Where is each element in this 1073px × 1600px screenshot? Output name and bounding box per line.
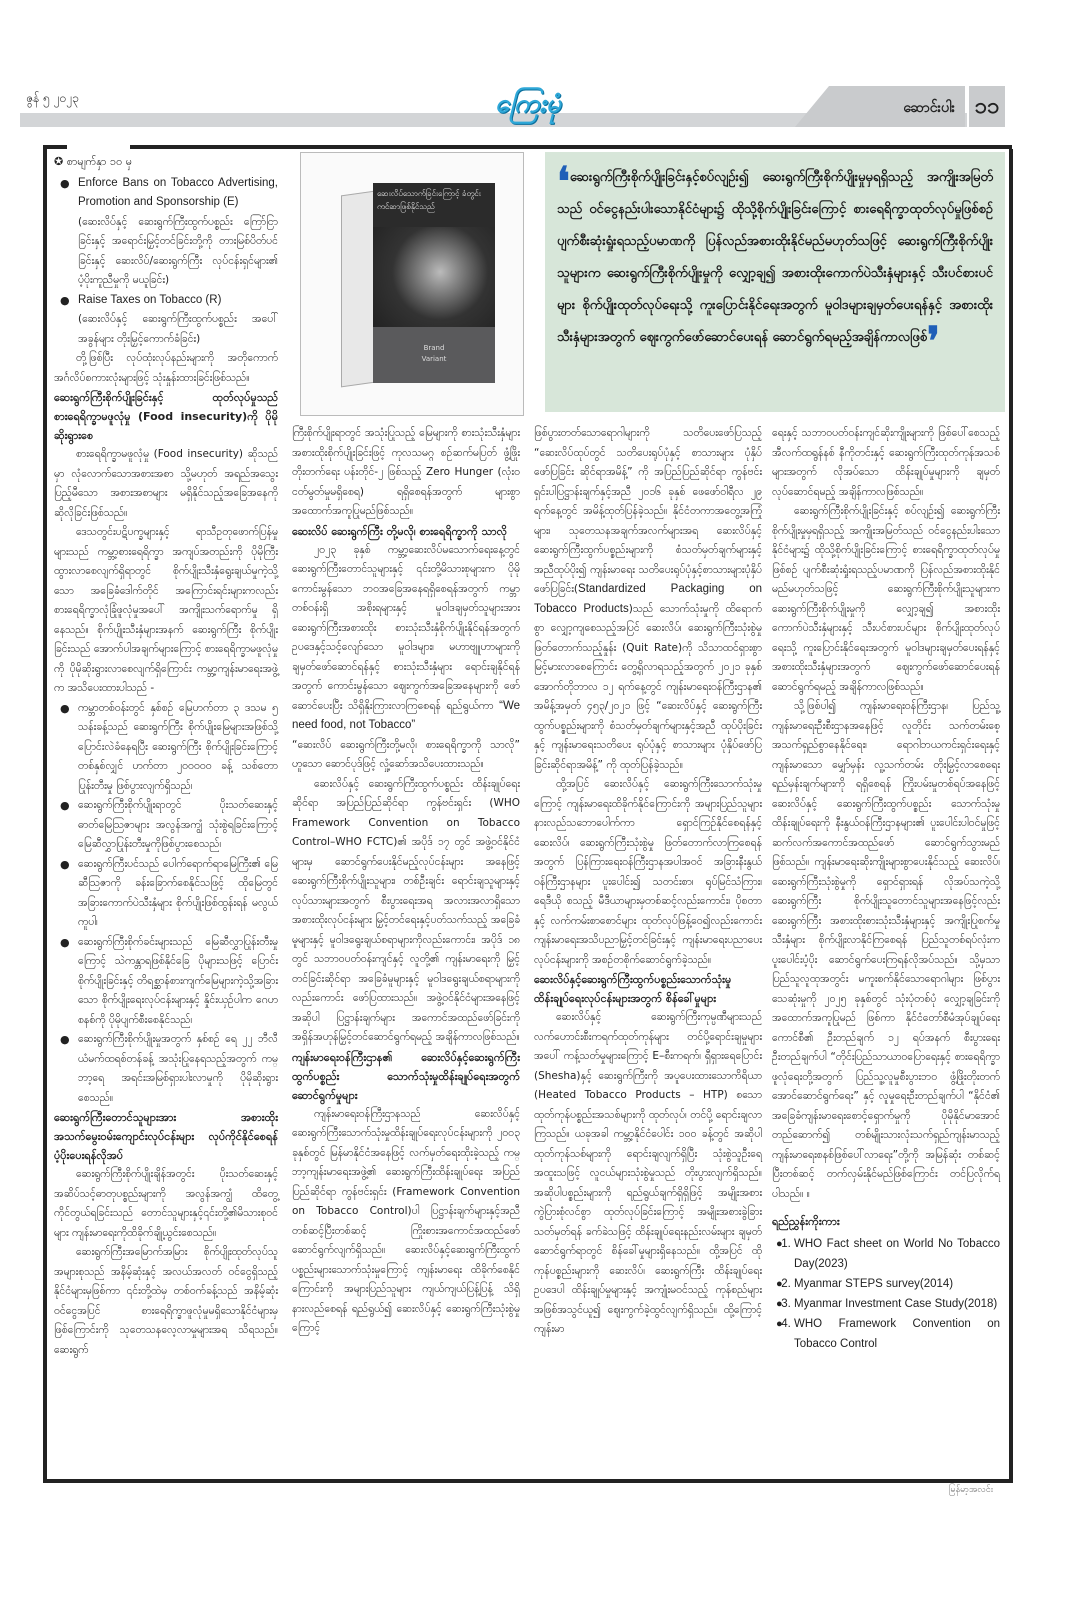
- cigarette-pack-illustration: [341, 183, 496, 388]
- pull-quote: [545, 152, 1005, 412]
- paragraph: ဆေးလိပ်နှင့် ဆေးရွက်ကြီးထွက်ပစ္စည်း ထိန်းချုပ်ရေးဆိုင်ရာ အပြည်ပြည်ဆိုင်ရာ ကွန်ဗင်းရှင်း (WHO Framework Convention on Tobacco Control–WHO FCTC)၏ အပိုဒ် ၁၇ တွင် အဖွဲ့ဝင်နိုင်ငံများမှ ဆောင်ရွက်ပေးနိုင်မည့်လုပ်ငန်းများ အနေဖြင့် ဆေးရွက်ကြီးစိုက်ပျိုးသူများ၊ တစ်ဦးချင်း ရောင်းချသူများနှင့် လုပ်သားများအတွက် စီးပွားရေးအရ အလားအလာရှိသော အစားထိုးလုပ်ငန်းများ မြှင့်တင်ရေးနှင့်ပတ်သက်သည့် အခြေခံမူများနှင့် မူဝါဒရွေးချယ်စရာများကိုလည်းကောင်း၊ အပိုဒ် ၁၈ တွင် သဘာဝပတ်ဝန်းကျင်နှင့် လူတို့၏ ကျန်းမာရေးကို မြှင့်တင်ခြင်းဆိုင်ရာ အခြေခံမူများနှင့် မူဝါဒရွေးချယ်စရာများကိုလည်းကောင်း ဖော်ပြထားသည်။ အဖွဲ့ဝင်နိုင်ငံများအနေဖြင့် အဆိုပါ ပြဋ္ဌာန်းချက်များ အကောင်အထည်ဖော်ခြင်းကို အရှိန်အဟုန်မြှင့်တင်ဆောင်ရွက်ရမည့် အချိန်ကာလဖြစ်သည်။: [292, 777, 520, 1043]
- paragraph: စားရေရိက္ခာမဖူလုံမှု (Food insecurity) ဆိုသည်မှာ လုံလောက်သောအစားအစာ သို့မဟုတ် အရည်အသွေးပြည့်မီသော အစားအစာများ မရှိနိုင်သည့်အခြေအနေကို ဆိုလိုခြင်းဖြစ်သည်။: [54, 448, 278, 519]
- cigarette-pack-photo: [300, 152, 524, 416]
- issue-date: ဇွန် ၅ ၂၀၂၃: [26, 91, 80, 105]
- paragraph: ဆေးရွက်ကြီးစိုက်ပျိုးချိန်အတွင်း ပိုးသတ်ဆေးနှင့် အဆိပ်သင့်ဓာတုပစ္စည်းများကို အလွန်အကျွံ ထိတွေ့ကိုင်တွယ်ရခြင်းသည် တောင်သူများနှင့်၎င်းတို့၏မိသားစုဝင်များ ကျန်းမာရေးကိုထိခိုက်ချို့ယွင်းစေသည်။: [54, 1168, 278, 1239]
- references-list: [772, 1234, 1000, 1354]
- paragraph: ဆေးရွက်ကြီးအမြောက်အမြား စိုက်ပျိုးထုတ်လုပ်သူအများစုသည် အနိမ့်ဆုံးနှင့် အလယ်အလတ် ဝင်ငွေရှိသည့်နိုင်ငံများမှဖြစ်ကာ ၎င်းတို့ထဲမှ တစ်ဝက်ခန့်သည် အနိမ့်ဆုံးဝင်ငွေအပြင် စားရေရိက္ခာဖူလုံမှုမရှိသောနိုင်ငံများမှ ဖြစ်ကြောင်းကို သုတေသနလေ့လာမှုများအရ သိရသည်။ ဆေးရွက်: [54, 1246, 278, 1356]
- close-quote-icon: ❜: [927, 318, 940, 365]
- brand-label: Brand: [423, 344, 445, 352]
- subheading: ဆေးရွက်ကြီးတောင်သူများအား အစားထိုးအသက်မွေးဝမ်းကျောင်းလုပ်ငန်းများ လုပ်ကိုင်နိုင်စေရန် ပံ့ပိုးပေးရန်လိုအပ်: [54, 1111, 278, 1162]
- paragraph: ၂၀၂၃ ခုနှစ် ကမ္ဘာ့ဆေးလိပ်မသောက်ရေးနေ့တွင် ဆေးရွက်ကြီးတောင်သူများနှင့် ၎င်းတို့မိသားစုများက ပိုမိုကောင်းမွန်သော ဘဝအခြေအနေရရှိစေရန်အတွက် ကမ္ဘာတစ်ဝန်းရှိ အစိုးရများနှင့် မူဝါဒချမှတ်သူများအား ဆေးရွက်ကြီးအစားထိုး စားသုံးသီးနှံစိုက်ပျိုးနိုင်ရန်အတွက် ဥပဒေနှင့်သင့်လျော်သော မူဝါဒများ၊ မဟာဗျူဟာများကို ချမှတ်ဖော်ဆောင်ရန်နှင့် စားသုံးသီးနှံများ ရောင်းချနိုင်ရန်အတွက် ကောင်းမွန်သော ဈေးကွက်အခြေအနေများကို ဖော်ဆောင်ပေးပြီး သိရှိနိုးကြားလာကြစေရန် ရည်ရွယ်ကာ “We need food, not Tobacco”: [292, 543, 520, 731]
- page-number: ၁၁: [967, 86, 1005, 127]
- list-item: ● ဆေးရွက်ကြီးစိုက်ပျိုးရာတွင် ပိုးသတ်ဆေးနှင့် ဓာတ်မြေဩဇာများ အလွန်အကျွံ သုံးစွဲရခြင်းကြောင့် မြေဆီလွှာပြုန်းတီးမှုကိုဖြစ်ပွားစေသည်၊: [78, 796, 278, 855]
- paragraph: ဖြစ်ပွားတတ်သောရောဂါများကို သတိပေးဖော်ပြသည့် “ဆေးလိပ်ထုပ်တွင် သတိပေးရုပ်ပုံနှင့် စာသားများ ပုံနှိပ်ဖော်ပြခြင်း ဆိုင်ရာအမိန့်” ကို အပြည်ပြည်ဆိုင်ရာ ကွန်ဗင်းရှင်းပါပြဋ္ဌာန်းချက်နှင့်အညီ ၂၀၁၆ ခုနှစ် ဖေဖော်ဝါရီလ ၂၉ ရက်နေ့တွင် အမိန့်ထုတ်ပြန်ခဲ့သည်။ နိုင်ငံတကာအတွေ့အကြုံများ၊ သုတေသနအချက်အလက်များအရ ဆေးလိပ်နှင့် ဆေးရွက်ကြီးထွက်ပစ္စည်းများကို စံသတ်မှတ်ချက်များနှင့်အညီထုပ်ပိုး၍ ကျန်းမာရေး သတိပေးရုပ်ပုံနှင့်စာသားများပုံနှိပ်ဖော်ပြခြင်း(Standardized Packaging on Tobacco Products)သည် သောက်သုံးမှုကို ထိရောက်စွာ လျှော့ကျစေသည့်အပြင် ဆေးလိပ်၊ ဆေးရွက်ကြီးသုံးစွဲမှု ဖြတ်တောက်သည့်နှုန်း (Quit Rate)ကို သိသာထင်ရှားစွာ မြင့်မားလာစေကြောင်း တွေ့ရှိလာရသည့်အတွက် ၂၀၂၁ ခုနှစ် အောက်တိုဘာလ ၁၂ ရက်နေ့တွင် ကျန်းမာရေးဝန်ကြီးဌာန၏ အမိန့်အမှတ် ၄၅၃/၂၀၂၁ ဖြင့် “ဆေးလိပ်နှင့် ဆေးရွက်ကြီးထွက်ပစ္စည်းများကို စံသတ်မှတ်ချက်များနှင့်အညီ ထုပ်ပိုးခြင်းနှင့် ကျန်းမာရေးသတိပေး ရုပ်ပုံနှင့် စာသားများ ပုံနှိပ်ဖော်ပြခြင်းဆိုင်ရာအမိန့်” ကို ထုတ်ပြန်ခဲ့သည်။: [534, 427, 762, 771]
- reference-item: ● 3. Myanmar Investment Case Study(2018): [794, 1294, 1000, 1314]
- article-column-1: [54, 152, 278, 1360]
- paragraph: “ဆေးလိပ် ဆေးရွက်ကြီးတို့မလို၊ စားရေရိက္ခာကို သာလို” ဟူသော ဆောင်ပုဒ်ဖြင့် လှုံ့ဆော်အသိပေးထားသည်။: [292, 738, 520, 770]
- paragraph: ကျန်းမာရေးဝန်ကြီးဌာနသည် ဆေးလိပ်နှင့် ဆေးရွက်ကြီးသောက်သုံးမှုထိန်းချုပ်ရေးလုပ်ငန်းများကို ၂၀၀၃ ခုနှစ်တွင် မြန်မာနိုင်ငံအနေဖြင့် လက်မှတ်ရေးထိုးခဲ့သည့် ကမ္ဘာ့ကျန်းမာရေးအဖွဲ့၏ ဆေးရွက်ကြီးထိန်းချုပ်ရေး အပြည်ပြည်ဆိုင်ရာ ကွန်ဗင်းရှင်း (Framework Convention on Tobacco Control)ပါ ပြဋ္ဌာန်းချက်များနှင့်အညီ တစ်ဆင့်ပြီးတစ်ဆင့် ကြိုးစားအကောင်အထည်ဖော်ဆောင်ရွက်လျက်ရှိသည်။ ဆေးလိပ်နှင့်ဆေးရွက်ကြီးထွက်ပစ္စည်းများသောက်သုံးမှုကြောင့် ကျန်းမာရေး ထိခိုက်စေနိုင်ကြောင်းကို အများပြည်သူများ ကျယ်ကျယ်ပြန့်ပြန့် သိရှိနားလည်စေရန် ရည်ရွယ်၍ ဆေးလိပ်နှင့် ဆေးရွက်ကြီးသုံးစွဲမှုကြောင့်: [292, 1107, 520, 1334]
- paragraph: ဆေးရွက်ကြီးစိုက်ပျိုးခြင်းနှင့် စပ်လျဉ်း၍ ဆေးရွက်ကြီးစိုက်ပျိုးမှုမှရရှိသည့် အကျိုးအမြတ်သည် ဝင်ငွေနည်းပါးသောနိုင်ငံများ၌ ထိုသို့စိုက်ပျိုးခြင်းကြောင့် စားရေရိက္ခာထုတ်လုပ်မှုဖြစ်စဉ် ပျက်စီးဆုံးရှုံးရသည့်ပမာဏကို ပြန်လည်အစားထိုးနိုင်မည်မဟုတ်သဖြင့် ဆေးရွက်ကြီးစိုက်ပျိုးသူများက ဆေးရွက်ကြီးစိုက်ပျိုးမှုကို လျှော့ချ၍ အစားထိုးကောက်ပဲသီးနှံများနှင့် သီးပင်စားပင်များ စိုက်ပျိုးထုတ်လုပ်ရေးသို့ ကူးပြောင်းနိုင်ရေးအတွက် မူဝါဒများချမှတ်ပေးရန်နှင့် အစားထိုးသီးနှံများအတွက် ဈေးကွက်ဖော်ဆောင်ပေးရန် ဆောင်ရွက်ရမည့် အချိန်ကာလဖြစ်သည်။: [772, 505, 1000, 693]
- list-item: ● ကမ္ဘာတစ်ဝန်းတွင် နှစ်စဉ် မြေဟက်တာ ၃ ဒသမ ၅ သန်းခန့်သည် ဆေးရွက်ကြီး စိုက်ပျိုးမြေများအဖြစ်သို့ ပြောင်းလဲခံနေရပြီး ဆေးရွက်ကြီး စိုက်ပျိုးခြင်းကြောင့် တစ်နှစ်လျှင် ဟက်တာ ၂၀၀၀၀၀ ခန့် သစ်တောပြုန်းတီးမှု ဖြစ်ပွားလျက်ရှိသည်၊: [78, 699, 278, 797]
- food-insecurity-list: [54, 699, 278, 1109]
- continued-from-marker: ✪ စာမျက်နှာ ၁၀ မှ: [54, 155, 133, 168]
- newspaper-logo: ကြေးမုံ: [495, 89, 561, 119]
- slogan-en: “We need food, not Tobacco”: [292, 699, 520, 731]
- subheading: ဆေးလိပ်နှင့်ဆေးရွက်ကြီးထွက်ပစ္စည်းသောက်သုံးမှုထိန်းချုပ်ရေးလုပ်ငန်းများအတွက် စိန်ခေါ်မှုများ: [534, 973, 732, 1005]
- subheading: ဆေးရွက်ကြီးစိုက်ပျိုးခြင်းနှင့် ထုတ်လုပ်မှုသည် စားရေရိက္ခာမဖူလုံမှု (Food insecurity)ကို ပိုမိုဆိုးရွားစေ: [54, 391, 278, 442]
- strategy-title-en: ● Raise Taxes on Tobacco (R): [78, 293, 222, 306]
- paragraph: ဒေသတွင်းပဋိပက္ခများနှင့် ရာသီဥတုဖောက်ပြန်မှုများသည် ကမ္ဘာ့စားရေရိက္ခာ အကျပ်အတည်းကို ပိုမိုကြီးထွားလာစေလျက်ရှိရာတွင် စိုက်ပျိုးသီးနှံရွေးချယ်မှုကဲ့သို့သော အခြေခံဒေါက်တိုင် အကြောင်းရင်းများကလည်း စားရေရိက္ခာလုံခြုံဖူလုံမှုအပေါ် အကျိုးသက်ရောက်မှု ရှိနေသည်။ စိုက်ပျိုးသီးနှံများအနက် ဆေးရွက်ကြီး စိုက်ပျိုးခြင်းသည် အောက်ပါအချက်များကြောင့် စားရေရိက္ခာမဖူလုံမှုကို ပိုမိုဆိုးရွားလာစေလျက်ရှိကြောင်း ကမ္ဘာ့ကျန်းမာရေးအဖွဲ့က အသိပေးထားပါသည် -: [54, 526, 278, 694]
- variant-label: Variant: [421, 355, 447, 363]
- strategy-title-en: ● Enforce Bans on Tobacco Advertising, Promotion and Sponsorship (E): [78, 176, 278, 208]
- section-label: ဆောင်းပါး: [903, 100, 955, 116]
- paragraph: ဆေးလိပ်နှင့် ဆေးရွက်ကြီးကုမ္ပဏီများသည် လက်ဟောင်းစီးကရက်ထုတ်ကုန်များ တင်ပို့ရောင်းချမှုများအပေါ် ကန့်သတ်မှုများကြောင့် E–စီးကရက်၊ ရှီရှားရေပြောင်း (Shesha)နှင့် ဆေးရွက်ကြီးကို အပူပေးထားသောကိရိယာ (Heated Tobacco Products – HTP) စသော ထုတ်ကုန်ပစ္စည်းအသစ်များကို ထုတ်လုပ်၊ တင်ပို့ ရောင်းချလာကြသည်။ ယခုအခါ ကမ္ဘာ့နိုင်ငံပေါင်း ၁၀၀ ခန့်တွင် အဆိုပါထုတ်ကုန်သစ်များကို ရောင်းချလျက်ရှိပြီး သုံးစွဲသူဦးရေ အထူးသဖြင့် လူငယ်များသုံးစွဲမှုသည် တိုးပွားလျက်ရှိသည်။ အဆိုပါပစ္စည်းများကို ရည်ရွယ်ချက်ရှိရှိဖြင့် အမျိုးအစားကွဲပြားစုံလင်စွာ ထုတ်လုပ်ခြင်းကြောင့် အမျိုးအစားခွဲခြားသတ်မှတ်ရန် ခက်ခဲသဖြင့် ထိန်းချုပ်ရေးနည်းလမ်းများ ချမှတ်ဆောင်ရွက်ရာတွင် စိန်ခေါ်မှုများရှိနေသည်။ ထို့အပြင် ထိုကုန်ပစ္စည်းများကို ဆေးလိပ်၊ ဆေးရွက်ကြီး ထိန်းချုပ်ရေးဥပဒေပါ ထိန်းချုပ်မှုများနှင့် အကျုံးမဝင်သည့် ကုန်စည်များအဖြစ်အသွင်ယူ၍ ဈေးကွက်ခဲ့ထွင်လျက်ရှိသည်။ ထို့ကြောင့် ကျန်းမာ: [534, 1011, 762, 1335]
- strategy-list: [54, 174, 278, 350]
- flower-icon: ✪: [54, 155, 67, 168]
- list-item: ● ဆေးရွက်ကြီးစိုက်ပျိုးမှုအတွက် နှစ်စဉ် ရေ ၂၂ ဘီလီယံမက်ထရစ်တန်ခန့် အသုံးပြုနေရသည့်အတွက် ကမ္ဘာ့ရေ အရင်းအမြစ်ရှားပါးလာမှုကို ပိုမိုဆိုးရွားစေသည်။: [78, 1030, 278, 1108]
- reference-item: ● 2. Myanmar STEPS survey(2014): [794, 1274, 1000, 1294]
- article-column-3: [534, 424, 762, 1340]
- references-heading: ရည်ညွှန်းကိုးကား: [772, 1215, 840, 1228]
- paragraph: တို့ဖြစ်ပြီး လုပ်ထုံးလုပ်နည်းများကို အတိုကောက်အင်္ဂလိပ်စကားလုံးများဖြင့် သုံးနှုန်းထားခြင်းဖြစ်သည်။: [54, 352, 278, 384]
- strategy-desc-my: (ဆေးလိပ်နှင့် ဆေးရွက်ကြီးထွက်ပစ္စည်း ကြော်ငြာခြင်းနှင့် အရောင်းမြှင့်တင်ခြင်းတို့ကို တားမြစ်ပိတ်ပင်ခြင်းနှင့် ဆေးလိပ်/ဆေးရွက်ကြီး လုပ်ငန်းရှင်များ၏ ပံ့ပိုးကူညီမှုကို မယူခြင်း): [78, 215, 278, 286]
- paragraph: ထို့အပြင် ဆေးလိပ်နှင့် ဆေးရွက်ကြီးသောက်သုံးမှုကြောင့် ကျန်းမာရေးထိခိုက်နိုင်ကြောင်းကို အများပြည်သူများ နားလည်သဘောပေါက်ကာ ရှောင်ကြဉ်နိုင်စေရန်နှင့် ဆေးလိပ်၊ ဆေးရွက်ကြီးသုံးစွဲမှု ဖြတ်တောက်လာကြစေရန်အတွက် ပြန်ကြားရေးဝန်ကြီးဌာနအပါအဝင် အခြားနီးနွယ်ဝန်ကြီးဌာနများ ပူးပေါင်း၍ သတင်းစာ၊ ရုပ်မြင်သံကြား၊ ရေဒီယို စသည့် မီဒီယာများမှတစ်ဆင့်လည်းကောင်း၊ ပိုစတာနှင့် လက်ကမ်းစာစောင်များ ထုတ်လုပ်ဖြန့်ဝေ၍လည်းကောင်း ကျန်းမာရေးအသိပညာမြှင့်တင်ခြင်းနှင့် ကျန်းမာရေးပညာပေးလုပ်ငန်းများကို အစဉ်တစိုက်ဆောင်ရွက်ခဲ့သည်။: [534, 778, 762, 966]
- reference-item: ● 4. WHO Framework Convention on Tobacco Control: [794, 1314, 1000, 1354]
- pull-quote-text: ဆေးရွက်ကြီးစိုက်ပျိုးခြင်းနှင့်စပ်လျဉ်း၍ ဆေးရွက်ကြီးစိုက်ပျိုးမှုမှရရှိသည့် အကျိုးအမြတ်သည် ဝင်ငွေနည်းပါးသောနိုင်ငံများ၌ ထိုသို့စိုက်ပျိုးခြင်းကြောင့် စားရေရိက္ခာထုတ်လုပ်မှုဖြစ်စဉ် ပျက်စီးဆုံးရှုံးရသည့်ပမာဏကို ပြန်လည်အစားထိုးနိုင်မည်မဟုတ်သဖြင့် ဆေးရွက်ကြီးစိုက်ပျိုးသူများက ဆေးရွက်ကြီးစိုက်ပျိုးမှုကို လျှော့ချ၍ အစားထိုးကောက်ပဲသီးနှံများနှင့် သီးပင်စားပင်များ စိုက်ပျိုးထုတ်လုပ်ရေးသို့ ကူးပြောင်းနိုင်ရေးအတွက် မူဝါဒများချမှတ်ပေးရန်နှင့် အစားထိုးသီးနှံများအတွက် ဈေးကွက်ဖော်ဆောင်ပေးရန် ဆောင်ရွက်ရမည့်အချိန်ကာလဖြစ်: [557, 170, 993, 345]
- references-section: [772, 1212, 1000, 1354]
- pack-side-panel: [341, 191, 375, 388]
- list-item: ● ဆေးရွက်ကြီးပင်သည် ပေါက်ရောက်ရာမြေကြီး၏ မြေဆီဩဇာကို ခန်းခြောက်စေနိုင်သဖြင့် ထိုမြေတွင် အခြားကောက်ပဲသီးနှံများ စိုက်ပျိုးဖြစ်ထွန်းရန် မလွယ်ကူပါ၊: [78, 855, 278, 933]
- paragraph: ရေးနှင့် သဘာဝပတ်ဝန်းကျင်ဆိုးကျိုးများကို ဖြစ်ပေါ်စေသည့် အီလက်ထရွန်နစ် နီကိုတင်းနှင့် ဆေးရွက်ကြီးထုတ်ကုန်အသစ်များအတွက် လိုအပ်သော ထိန်းချုပ်မှုများကို ချမှတ်လုပ်ဆောင်ရမည့် အချိန်ကာလဖြစ်သည်။: [772, 427, 1000, 498]
- brand-area: [373, 327, 495, 383]
- subheading: ကျန်းမာရေးဝန်ကြီးဌာန၏ ဆေးလိပ်နှင့်ဆေးရွက်ကြီး ထွက်ပစ္စည်း သောက်သုံးမှုထိန်းချုပ်ရေးအတွက် ဆောင်ရွက်မှုများ: [292, 1050, 520, 1102]
- list-item: ● ဆေးရွက်ကြီးစိုက်ခင်းများသည် မြေဆီလွှာပြုန်းတီးမှုကြောင့် သဲကန္တာရဖြစ်နိုင်ခြေ ပိုများသဖြင့် ပြောင်းစိုက်ပျိုးခြင်းနှင့် တိရစ္ဆာန်စားကျက်မြေများကဲ့သို့အခြားသော စိုက်ပျိုးရေးလုပ်ငန်းများနှင့် နှိုင်းယှဉ်ပါက ဂေဟစနစ်ကို ပိုမိုပျက်စီးစေနိုင်သည်၊: [78, 933, 278, 1031]
- paragraph: သို့ဖြစ်ပါ၍ ကျန်းမာရေးဝန်ကြီးဌာန၊ ပြည်သူ့ကျန်းမာရေးဦးစီးဌာနအနေဖြင့် လူတိုင်း သက်တမ်းစေ့ အသက်ရှည်စွာနေနိုင်ရေး၊ ရောဂါဘယကင်းရှင်းရေးနှင့် ကျန်းမာသော မျှော်မှန်း လူ့သက်တမ်း တိုးမြှင့်လာစေရေး ရည်မှန်းချက်များကို ရရှိစေရန် ကြိုးပမ်းမှုတစ်ရပ်အနေဖြင့် ဆေးလိပ်နှင့် ဆေးရွက်ကြီးထွက်ပစ္စည်း သောက်သုံးမှုထိန်းချုပ်ရေးကို နီးနွယ်ဝန်ကြီးဌာနများ၏ ပူးပေါင်းပါဝင်မှုဖြင့် ဆက်လက်အကောင်အထည်ဖော် ဆောင်ရွက်သွားမည်ဖြစ်သည်။ ကျန်းမာရေးဆိုးကျိုးများစွာပေးနိုင်သည့် ဆေးလိပ်၊ ဆေးရွက်ကြီးသုံးစွဲမှုကို ရှောင်ရှားရန် လိုအပ်သကဲ့သို့ ဆေးရွက်ကြီး စိုက်ပျိုးသူတောင်သူများအနေဖြင့်လည်း ဆေးရွက်ကြီး အစားထိုးစားသုံးသီးနှံများနှင့် အကျိုးပြုစက်မှုသီးနှံများ စိုက်ပျိုးလာနိုင်ကြစေရန် ပြည်သူတစ်ရပ်လုံးက ပူးပေါင်းပံ့ပိုး ဆောင်ရွက်ပေးကြရန်လိုအပ်သည်။ သို့မှသာ ပြည်သူလူထုအတွင်း မကူးစက်နိုင်သောရောဂါများ ဖြစ်ပွားသေဆုံးမှုကို ၂၀၂၅ ခုနှစ်တွင် သုံးပုံတစ်ပုံ လျှော့ချခြင်းကို အထောက်အကူပြုမည် ဖြစ်ကာ နိုင်ငံတော်စီမံအုပ်ချုပ်ရေးကောင်စီ၏ ဦးတည်ချက် ၁၂ ရပ်အနက် စီးပွားရေးဦးတည်ချက်ပါ “တိုင်းပြည်သာယာဝပြောရေးနှင့် စားရေရိက္ခာဖူလုံရေးတို့အတွက် ပြည်သူ့လူမှုစီးပွားဘဝ ဖွံ့ဖြိုးတိုးတက်အောင်ဆောင်ရွက်ရေး” နှင့် လူမှုရေးဦးတည်ချက်ပါ “နိုင်ငံ၏ အခြေခံကျန်းမာရေးစောင့်ရှောက်မှုကို ပိုမိုနိုင်မာအောင်တည်ဆောက်၍ တစ်မျိုးသားလုံးသက်ရှည်ကျန်းမာသည့် ကျန်းမာရေးစနစ်ဖြစ်ပေါ်လာရေး”တို့ကို အမြန်ဆုံး တစ်ဆင့်ပြီးတစ်ဆင့် တက်လှမ်းနိုင်မည်ဖြစ်ကြောင်း တင်ပြလိုက်ရပါသည်။ ။: [772, 700, 1000, 1200]
- pack-front-panel: [373, 183, 495, 383]
- reference-item: ● 1. WHO Fact sheet on World No Tobacco Day(2023): [794, 1234, 1000, 1274]
- strategy-desc-my: (ဆေးလိပ်နှင့် ဆေးရွက်ကြီးထွက်ပစ္စည်း အပေါ် အခွန်များ တိုးမြှင့်ကောက်ခံခြင်း): [78, 313, 278, 345]
- list-item: [78, 291, 278, 350]
- list-item: [78, 174, 278, 291]
- article-column-4: [772, 424, 1000, 1354]
- health-warning-text: ဆေးလိပ်သောက်ခြင်းကြောင့် ခံတွင်းကင်ဆာဖြစ်နိုင်သည်: [373, 183, 495, 227]
- open-quote-icon: ❛: [557, 158, 570, 205]
- subheading: ဆေးလိပ် ဆေးရွက်ကြီး တို့မလို၊ စားရေရိက္ခာကို သာလို: [292, 524, 508, 538]
- paragraph: ကြီးစိုက်ပျိုးရာတွင် အသုံးပြုသည့် မြေများကို စားသုံးသီးနှံများ အစားထိုးစိုက်ပျိုးခြင်းဖြင့် ကုလသမဂ္ဂ စဉ်ဆက်မပြတ် ဖွံ့ဖြိုးတိုးတက်ရေး ပန်းတိုင်-၂ ဖြစ်သည့် Zero Hunger (လုံးဝ ငတ်မွတ်မှုမရှိစေရ) ရရှိစေရန်အတွက် များစွာအထောက်အကူပြုမည်ဖြစ်သည်။: [292, 427, 520, 517]
- footer-mark: မြန်မာ့အလင်း: [948, 1485, 993, 1495]
- page-header: [20, 86, 1005, 130]
- graphic-warning-image: [373, 227, 495, 327]
- article-column-2: [292, 424, 520, 1339]
